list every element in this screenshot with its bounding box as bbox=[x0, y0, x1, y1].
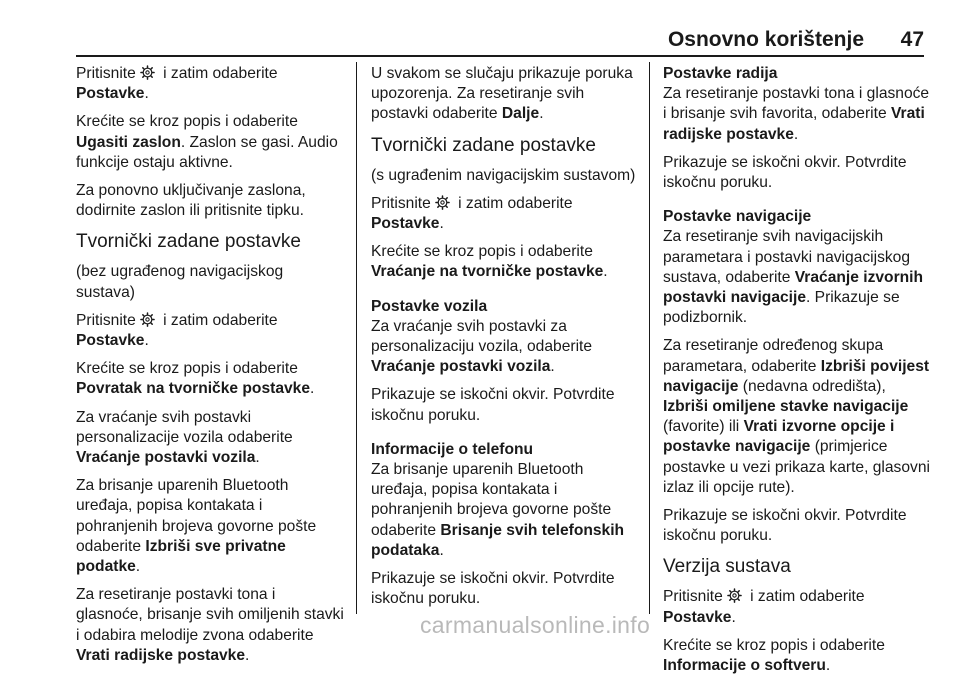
paragraph: (s ugrađenim navigacijskim sustavom) bbox=[371, 166, 636, 184]
paragraph: Krećite se kroz popis i odaberite Informacije o softveru. bbox=[663, 636, 885, 675]
header-rule bbox=[76, 55, 924, 57]
section-heading: Tvornički zadane postavke bbox=[76, 231, 301, 253]
paragraph: Za resetiranje svih navigacijskih parametara i postavki navigacijskog sustava, odaberite Vraćanje izvornih postavki navigacije. Prikazuje se podizbornik. bbox=[663, 228, 924, 327]
column-divider bbox=[649, 62, 650, 614]
paragraph: Pritisnite i zatim odaberite Postavke. bbox=[371, 194, 573, 233]
paragraph: Za resetiranje postavki tona i glasnoće, brisanje svih omiljenih stavki i odabira melodije zvona odaberite Vrati radijske postavke. bbox=[76, 586, 344, 664]
paragraph: Za vraćanje svih postavki personalizacije vozila odaberite Vraćanje postavki vozila. bbox=[76, 408, 293, 467]
paragraph: (bez ugrađenog navigacijskog sustava) bbox=[76, 263, 284, 301]
subsection-title: Informacije o telefonu bbox=[371, 440, 534, 458]
gear-icon bbox=[727, 588, 742, 603]
paragraph: Pritisnite i zatim odaberite Postavke. bbox=[663, 588, 865, 626]
paragraph: Prikazuje se iskočni okvir. Potvrdite iskočnu poruku. bbox=[663, 507, 907, 545]
subsection-navigation-settings bbox=[663, 207, 931, 546]
subsection-phone-info bbox=[371, 440, 636, 610]
section-heading: Verzija sustava bbox=[663, 556, 791, 578]
paragraph: Krećite se kroz popis i odaberite Ugasiti zaslon. Zaslon se gasi. Audio funkcije ostaju aktivne. bbox=[76, 113, 338, 171]
watermark: carmanualsonline.info bbox=[420, 612, 651, 638]
gear-icon bbox=[140, 312, 155, 327]
paragraph: Za brisanje uparenih Bluetooth uređaja, popisa kontakata i pohranjenih brojeva govorne pošte odaberite Izbriši sve privatne podatke. bbox=[76, 477, 317, 576]
paragraph: Za vraćanje svih postavki za personalizaciju vozila, odaberite Vraćanje postavki vozila. bbox=[371, 317, 593, 376]
section-heading: Tvornički zadane postavke bbox=[371, 134, 596, 156]
column-1 bbox=[76, 64, 346, 674]
page-header bbox=[0, 0, 960, 56]
paragraph: Prikazuje se iskočni okvir. Potvrdite iskočnu poruku. bbox=[371, 386, 615, 424]
column-3 bbox=[663, 64, 931, 684]
subsection-title: Postavke vozila bbox=[371, 297, 488, 315]
paragraph: Pritisnite i zatim odaberite Postavke. bbox=[76, 65, 278, 103]
gear-icon bbox=[140, 65, 155, 80]
paragraph: U svakom se slučaju prikazuje poruka upozorenja. Za resetiranje svih postavki odaberite Dalje. bbox=[371, 65, 633, 123]
paragraph: Za brisanje uparenih Bluetooth uređaja, popisa kontakata i pohranjenih brojeva govorne pošte odaberite Brisanje svih telefonskih podataka. bbox=[371, 461, 625, 559]
paragraph: Krećite se kroz popis i odaberite Vraćanje na tvorničke postavke. bbox=[371, 243, 608, 281]
paragraph: Prikazuje se iskočni okvir. Potvrdite iskočnu poruku. bbox=[663, 153, 907, 192]
paragraph: Za resetiranje postavki tona i glasnoće i brisanje svih favorita, odaberite Vrati radijske postavke. bbox=[663, 85, 930, 143]
subsection-title: Postavke radija bbox=[663, 65, 778, 82]
paragraph: Krećite se kroz popis i odaberite Povratak na tvorničke postavke. bbox=[76, 360, 315, 398]
subsection-title: Postavke navigacije bbox=[663, 208, 812, 226]
page-title: Osnovno korištenje bbox=[667, 28, 864, 51]
page-number: 47 bbox=[900, 28, 924, 51]
paragraph: Za resetiranje određenog skupa parametara, odaberite Izbriši povijest navigacije (nedavna odredišta), Izbriši omiljene stavke navigacije (favorite) ili Vrati izvorne opcije i postavke navigacije (primjerice postavke u vezi prikaza karte, glasovni izlaz ili opcije rute). bbox=[663, 337, 930, 496]
column-2 bbox=[371, 64, 636, 617]
paragraph: Prikazuje se iskočni okvir. Potvrdite iskočnu poruku. bbox=[371, 570, 615, 608]
subsection-vehicle-settings bbox=[371, 297, 636, 426]
column-divider bbox=[356, 62, 357, 614]
gear-icon bbox=[435, 195, 450, 210]
paragraph: Pritisnite i zatim odaberite Postavke. bbox=[76, 311, 278, 350]
subsection-radio-settings bbox=[663, 64, 931, 193]
paragraph: Za ponovno uključivanje zaslona, dodirnite zaslon ili pritisnite tipku. bbox=[76, 182, 306, 220]
